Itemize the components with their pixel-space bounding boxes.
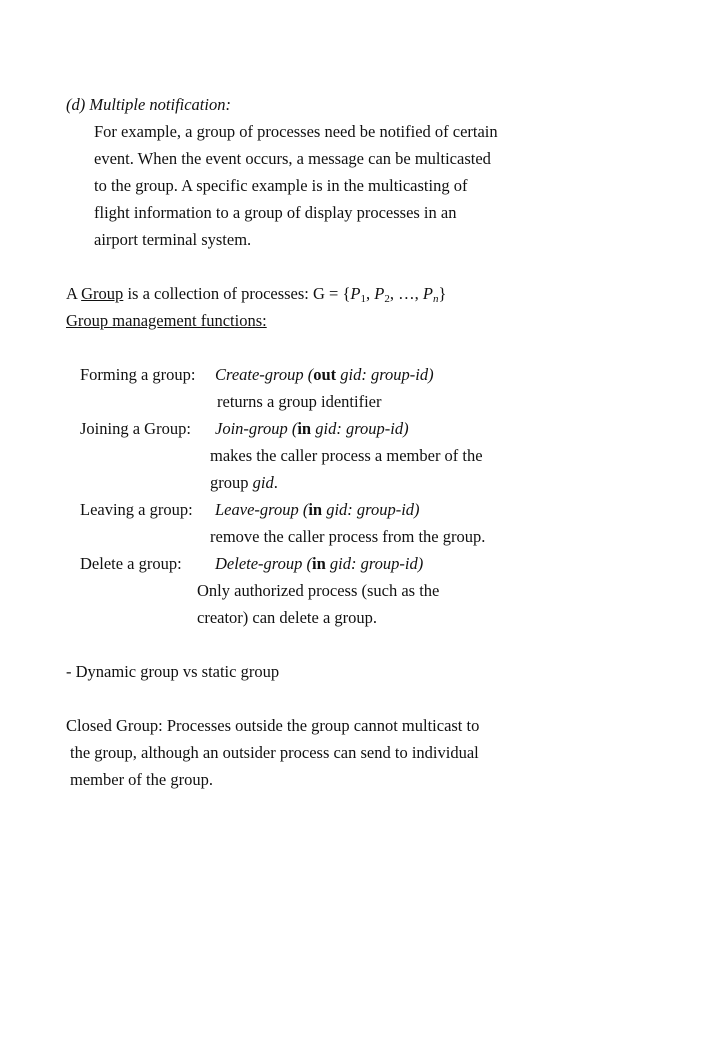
group-def-middle: is a collection of processes: G = { [123,284,351,303]
form-desc: returns a group identifier [217,392,382,411]
join-call-name: Join-group ( [215,419,298,438]
leave-call-args: gid: group-id) [322,500,420,519]
section-d-line-3: to the group. A specific example is in the multicasting of [94,176,468,195]
closed-group-line-3: member of the group. [70,770,213,789]
leave-call-name: Leave-group ( [215,500,309,519]
section-d-line-4: flight information to a group of display processes in an [94,203,457,222]
form-call-keyword: out [313,365,337,384]
form-label: Forming a group: [80,365,196,384]
join-desc-2-text: group [210,473,253,492]
delete-call [215,554,423,574]
form-call-name: Create-group ( [215,365,314,384]
delete-call-keyword: in [311,554,326,573]
p1-symbol: P [350,284,361,303]
leave-call [215,500,420,520]
p1-subscript: 1 [360,293,366,305]
closed-group-line-2: the group, although an outsider process can send to individual [70,743,479,762]
closed-group-line-1: Closed Group: Processes outside the group cannot multicast to [66,716,480,735]
leave-label: Leaving a group: [80,500,193,519]
delete-desc-2: creator) can delete a group. [197,608,378,627]
delete-call-name: Delete-group ( [215,554,312,573]
group-def-prefix: A [66,284,82,303]
join-desc-2-period: . [273,473,278,492]
dynamic-static-line: - Dynamic group vs static group [66,662,280,681]
join-desc-2 [210,473,278,493]
leave-call-keyword: in [308,500,323,519]
join-desc-2-gid: gid [252,473,274,492]
group-def-sep1: , [366,284,375,303]
delete-desc-1: Only authorized process (such as the [197,581,440,600]
section-d-line-2: event. When the event occurs, a message can be multicasted [94,149,491,168]
group-definition [66,284,446,304]
pn-subscript: n [432,293,439,305]
section-d-line-1: For example, a group of processes need be notified of certain [94,122,498,141]
join-call [215,419,409,439]
leave-desc: remove the caller process from the group. [210,527,486,546]
form-call-args: gid: group-id) [336,365,434,384]
join-desc-1: makes the caller process a member of the [210,446,483,465]
p2-symbol: P [374,284,385,303]
delete-label: Delete a group: [80,554,182,573]
join-call-keyword: in [297,419,312,438]
section-d-heading: (d) Multiple notification: [66,95,231,114]
section-d-line-5: airport terminal system. [94,230,252,249]
p2-subscript: 2 [384,293,390,305]
pn-symbol: P [422,284,433,303]
form-call [215,365,434,385]
join-call-args: gid: group-id) [311,419,409,438]
join-label: Joining a Group: [80,419,191,438]
delete-call-args: gid: group-id) [325,554,424,573]
mgmt-heading: Group management functions: [66,311,267,330]
group-def-sep2: , …, [389,284,423,303]
group-term: Group [81,284,124,303]
group-def-close: } [438,284,447,303]
